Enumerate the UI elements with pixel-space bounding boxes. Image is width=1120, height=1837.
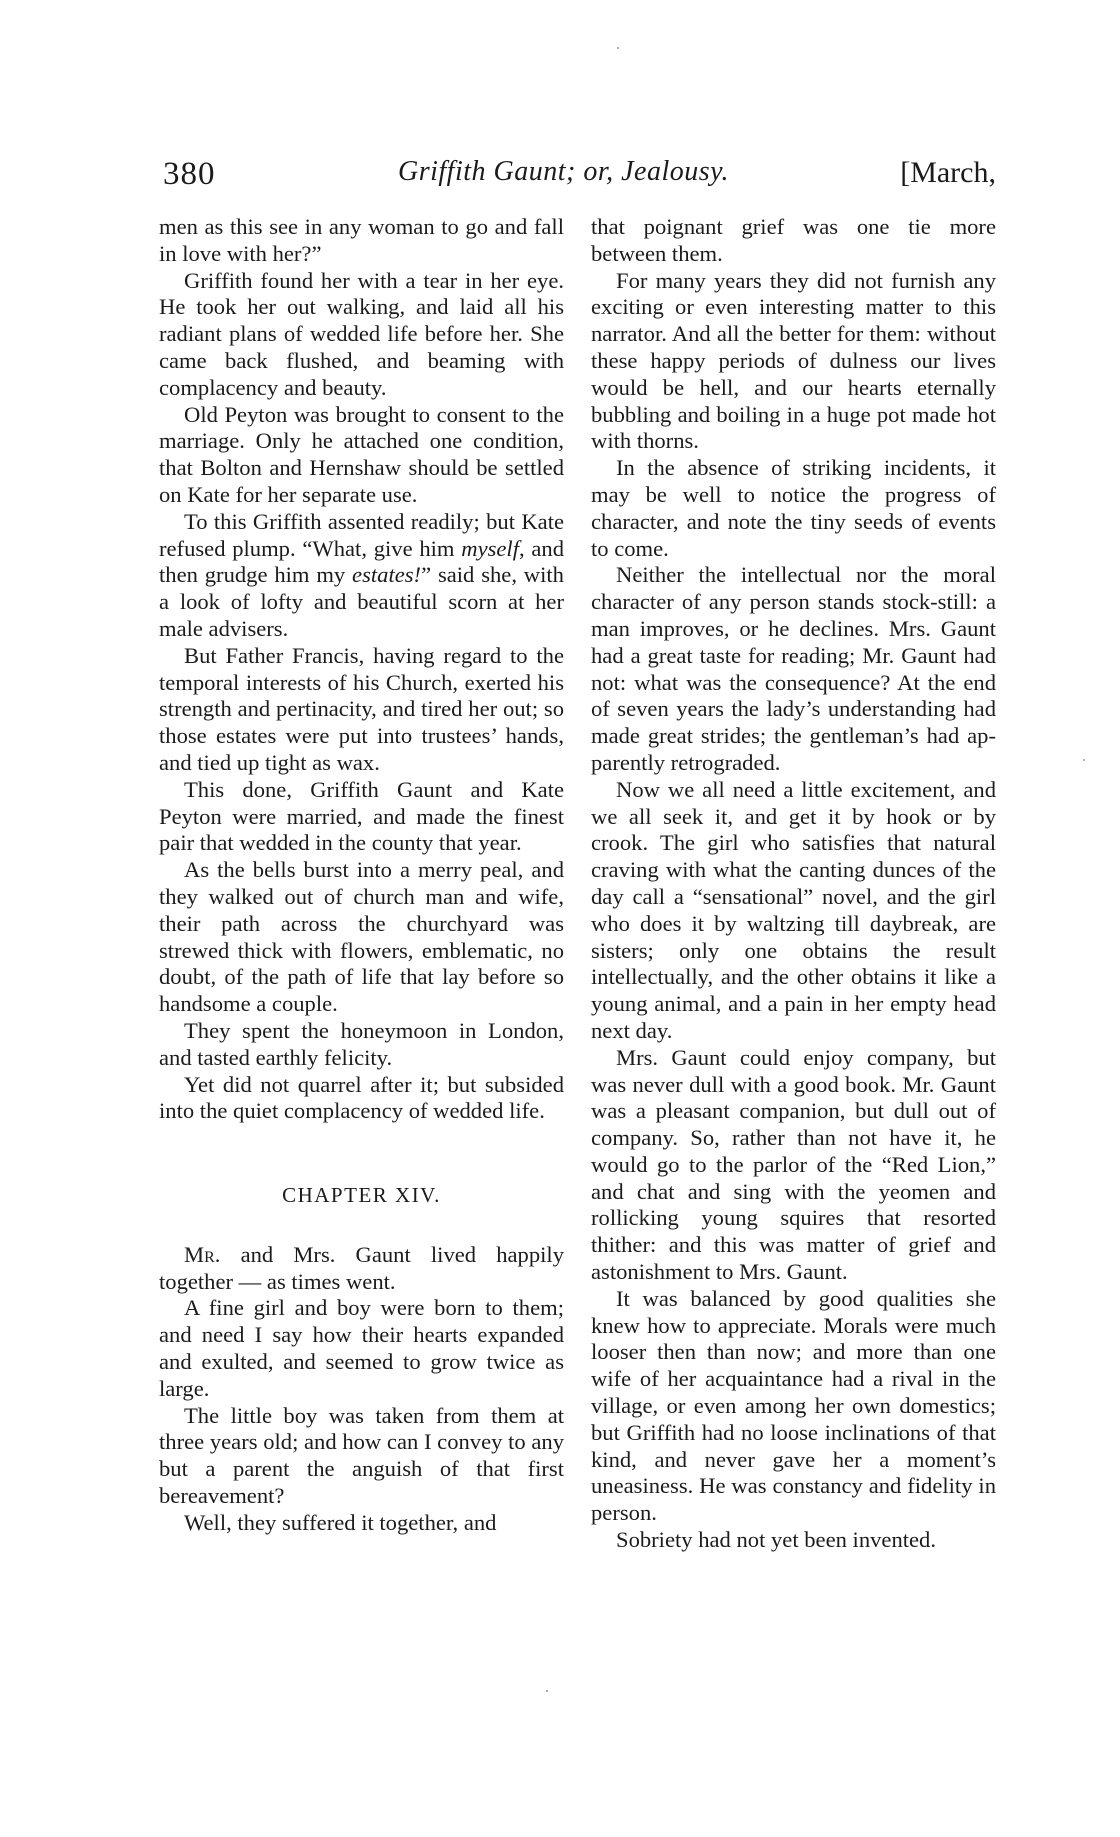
paragraph: Griffith found her with a tear in her eye. He took her out walking, and laid all his radiant plans of wedded life before her. She came back flushed, and beaming with complacency and beauty. (159, 267, 564, 400)
paragraph (159, 509, 564, 643)
paragraph: As the bells burst into a merry peal, and they walked out of church man and wife, their path across the churchyard was strewed thick with flowers, emblematic, no doubt, of the path of life that lay before so handsome a couple. (159, 857, 564, 1017)
page-number: 380 (163, 156, 216, 192)
text-run: , and then grudge him my (159, 535, 564, 588)
paragraph: In the absence of striking incidents, it may be well to notice the progress of character, and note the tiny seeds of events to come. (591, 455, 996, 561)
paragraph: It was balanced by good qualities she knew how to appreciate. Morals were much looser then than now; and more than one wife of her acquaintance had a rival in the village, or even among her own domestics; but Griffith had no loose inclinations of that kind, and never gave her a moment’s uneasiness. He was constancy and fidelity in person. (591, 1285, 996, 1526)
paragraph: For many years they did not furnish any exciting or even interesting matter to this narrator. And all the better for them: without these happy periods of dulness our lives would be hell, and our hearts eternally bubbling and boiling in a huge pot made hot with thorns. (591, 267, 996, 454)
running-date: [March, (900, 156, 996, 189)
paragraph: Well, they suffered it together, and (184, 1509, 497, 1535)
paragraph (159, 1242, 564, 1296)
paragraph: Now we all need a little excitement, and we all seek it, and get it by hook or by crook. The girl who satisfies that natural craving with what the canting dunces of the day call a “sensational” novel, and the girl who does it by waltzing till daybreak, are sisters; only one obtains the result intellectually, and the other obtains it like a young animal, and a pain in her empty head next day. (591, 776, 996, 1043)
running-title: Griffith Gaunt; or, Jealousy. (398, 156, 730, 187)
paper-speck (617, 47, 619, 49)
chapter-heading: CHAPTER XIV. (282, 1183, 441, 1208)
paragraph: Neither the intellectual nor the moral character of any person stands stock-still: a man improves, or he declines. Mrs. Gaunt had a great taste for reading; Mr. Gaunt had not: what was the consequence? At the end of seven years the lady’s understanding had made great strides; the gentleman’s had apparently retrograded. (591, 562, 996, 775)
paragraph: men as this see in any woman to go and fall in love with her?” (159, 214, 564, 266)
paragraph: Yet did not quarrel after it; but subsided into the quiet complacency of wedded life. (159, 1071, 564, 1124)
paragraph: Old Peyton was brought to consent to the marriage. Only he attached one condition, that Bolton and Hernshaw should be settled on Kate for her separate use. (159, 401, 564, 507)
smallcaps-opening: Mr. (184, 1241, 221, 1267)
text-run: To this Griffith assented readily; but Kate refused plump. “What, give him (159, 508, 564, 561)
emphasis: myself (461, 535, 519, 561)
paragraph: But Father Francis, having regard to the temporal interests of his Church, exerted his strength and pertinacity, and tired her out; so those estates were put into trustees’ hands, and tied up tight as wax. (159, 642, 564, 775)
right-column (591, 214, 996, 1554)
paragraph: Mrs. Gaunt could enjoy company, but was never dull with a good book. Mr. Gaunt was a pleasant companion, but dull out of company. So, rather than not have it, he would go to the parlor of the “Red Lion,” and chat and sing with the yeomen and rollicking young squires that resorted thither: and this was matter of grief and astonishment to Mrs. Gaunt. (591, 1044, 996, 1285)
paragraph: Sobriety had not yet been invented. (616, 1527, 936, 1553)
paragraph: This done, Griffith Gaunt and Kate Peyton were married, and made the finest pair that wedded in the county that year. (159, 776, 564, 856)
left-column (159, 214, 564, 1537)
paragraph: They spent the honeymoon in London, and tasted earthly felicity. (159, 1017, 564, 1070)
text-run: ” said she, with a look of lofty and beautiful scorn at her male advisers. (159, 562, 564, 641)
paper-speck (1083, 759, 1085, 761)
paper-speck (546, 1690, 548, 1692)
emphasis: estates! (352, 562, 422, 588)
text-run: and Mrs. Gaunt lived happily together — as times went. (159, 1241, 564, 1294)
paragraph: that poignant grief was one tie more between them. (591, 214, 996, 266)
running-header (163, 150, 996, 200)
paragraph: A fine girl and boy were born to them; and need I say how their hearts expanded and exulted, and seemed to grow twice as large. (159, 1295, 564, 1401)
paragraph: The little boy was taken from them at three years old; and how can I convey to any but a parent the anguish of that first bereavement? (159, 1402, 564, 1509)
